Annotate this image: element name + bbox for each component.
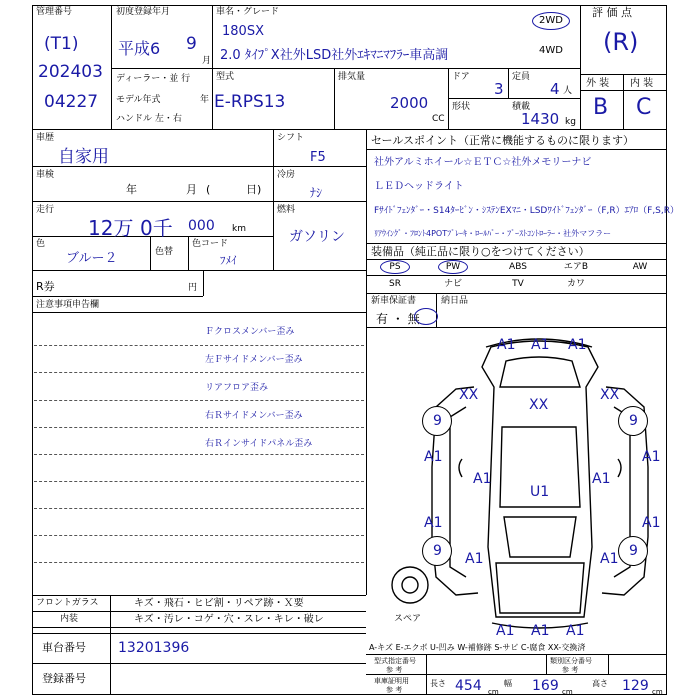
chassis-label: 車台番号 [42, 641, 86, 654]
type-no-label: 型式指定番号 [374, 657, 416, 665]
capacity-value: 4 [550, 80, 560, 98]
equip-leather: カワ [566, 279, 585, 289]
selling-point-2: ＬＥＤヘッドライト [374, 181, 464, 192]
first-reg-label: 初度登録年月 [116, 7, 171, 17]
mark-front-left: A1 [465, 551, 484, 567]
inspection-paren: ( [206, 183, 211, 196]
use-value: 自家用 [58, 147, 109, 167]
mark-right-door: A1 [592, 471, 611, 487]
mark-front-bumper-c: A1 [531, 623, 550, 639]
shift-value: F5 [310, 150, 326, 165]
selling-point-1: 社外アルミホイール☆ＥＴＣ☆社外メモリーナビ [374, 157, 592, 168]
mark-left-side-2: A1 [424, 515, 443, 531]
ac-label: 冷房 [277, 170, 296, 180]
width-label: 幅 [504, 679, 512, 688]
interior-label: 内装 [60, 614, 79, 624]
height-value: 129 [622, 678, 649, 694]
displacement-label: 排気量 [338, 72, 366, 82]
equip-navi: ナビ [443, 279, 462, 289]
interior-value: キズ・汚レ・コゲ・穴・スレ・キレ・破レ [134, 614, 324, 625]
type-no-sub: 参 考 [386, 666, 403, 674]
capacity-unit: 人 [563, 86, 573, 96]
selling-points-label: セールスポイント（正常に機能するものに限ります） [371, 134, 635, 147]
cert-label: 車庫証明用 [374, 677, 409, 685]
mark-left-side-1: A1 [424, 449, 443, 465]
load-label: 積載 [512, 102, 531, 112]
mark-right-side-2: A1 [642, 515, 661, 531]
mgmt-label: 管理番号 [36, 7, 73, 17]
mileage-sen: 0千 [140, 216, 173, 240]
r-ken-unit: 円 [188, 283, 198, 293]
r-ken-label: R券 [36, 280, 55, 293]
drive-4wd: 4WD [539, 45, 563, 56]
mark-rear-bumper-l: A1 [497, 337, 516, 353]
color-code: ﾌﾒｲ [220, 254, 237, 267]
inspection-label: 車検 [36, 170, 55, 180]
mileage-label: 走行 [36, 205, 55, 215]
chassis-number: 13201396 [118, 640, 190, 656]
car-name-label: 車名・グレード [216, 7, 280, 17]
equip-sr: SR [389, 279, 401, 289]
equipment-label: 装備品（純正品に限り○をつけてください） [371, 245, 590, 258]
mileage-man: 12万 [88, 216, 134, 240]
exterior-grade: B [593, 95, 609, 120]
mark-roof: U1 [530, 484, 550, 500]
shape-label: 形状 [452, 102, 471, 112]
ac-value: ﾅｼ [310, 186, 323, 200]
capacity-label: 定員 [512, 72, 531, 82]
equip-aw: AW [632, 262, 648, 272]
mark-wheel-fr: 9 [629, 543, 638, 559]
note-3: リアフロア歪み [205, 383, 269, 393]
first-reg-era: 平成6 [118, 39, 161, 58]
load-unit: kg [565, 117, 576, 127]
first-reg-month-unit: 月 [202, 56, 212, 66]
rating-score: (R) [603, 28, 639, 56]
length-value: 454 [455, 678, 482, 694]
mark-rear-bumper-c: A1 [531, 337, 550, 353]
equip-pw: PW [445, 262, 461, 272]
warranty-none-circle [414, 308, 438, 325]
mark-wheel-fl: 9 [433, 543, 442, 559]
equip-airbag: エアB [563, 262, 589, 272]
car-diagram [366, 327, 667, 635]
mark-trunk-xx: XX [529, 397, 549, 413]
doors-label: ドア [452, 72, 470, 82]
inspection-month: 月 [186, 183, 197, 196]
inspection-day: 日) [246, 183, 262, 196]
load-value: 1430 [521, 110, 560, 128]
exterior-label: 外 装 [586, 78, 610, 89]
model-year-unit: 年 [200, 95, 210, 105]
height-unit: cm [652, 688, 663, 696]
equip-tv: TV [512, 279, 524, 289]
dealer-label: ディーラー・並 行 [116, 74, 191, 84]
delivery-label: 納日品 [441, 296, 469, 306]
model-year-label: モデル年式 [116, 95, 161, 105]
note-5: 右Ｒインサイドパネル歪み [205, 439, 313, 449]
glass-value: キズ・飛石・ヒビ割・リペア跡・Ｘ要 [134, 598, 304, 609]
color-label: 色 [36, 239, 46, 249]
spare-label: スペア [394, 614, 422, 624]
car-grade: 2.0 ﾀｲﾌﾟX社外LSD社外ｴｷﾏﾆﾏﾌﾗｰ車高調 [220, 48, 449, 63]
mark-front-bumper-l: A1 [496, 623, 515, 639]
mark-wheel-rl: 9 [433, 413, 442, 429]
note-2: 左Ｆサイドメンバー歪み [205, 355, 303, 365]
registration-label: 登録番号 [42, 672, 86, 685]
length-label: 長さ [430, 679, 446, 688]
warranty-value: 有 ・ 無 [376, 312, 420, 326]
mark-left-door: A1 [473, 471, 492, 487]
displacement-value: 2000 [390, 94, 429, 112]
note-4: 右Ｒサイドメンバー歪み [205, 411, 303, 421]
paint-change-label: 色替 [155, 247, 174, 257]
interior-rating-label: 内 装 [630, 78, 654, 89]
cert-sub: 参 考 [386, 686, 403, 694]
car-name: 180SX [222, 24, 264, 39]
drive-2wd: 2WD [539, 15, 563, 26]
equip-abs: ABS [509, 262, 527, 272]
length-unit: cm [488, 688, 499, 696]
mark-rear-left-xx: XX [459, 387, 479, 403]
mark-rear-bumper-r: A1 [568, 337, 587, 353]
inspection-year: 年 [126, 183, 137, 196]
mgmt-number-2: 04227 [44, 92, 99, 112]
rating-label: 評 価 点 [592, 6, 632, 19]
interior-grade: C [636, 95, 652, 120]
mgmt-code: (T1) [44, 34, 79, 54]
mark-front-bumper-r: A1 [566, 623, 585, 639]
equip-ps: PS [389, 262, 401, 272]
first-reg-month: 9 [186, 34, 197, 54]
width-value: 169 [532, 678, 559, 694]
mgmt-number-1: 202403 [38, 62, 103, 82]
note-1: Ｆクロスメンバー歪み [205, 327, 295, 337]
handle-label: ハンドル 左・右 [116, 114, 182, 124]
use-label: 車歴 [36, 133, 55, 143]
model-code: E-RPS13 [214, 92, 286, 112]
warranty-label: 新車保証書 [371, 296, 417, 306]
selling-point-4: ﾘｱｳｲﾝｸﾞ・ﾌﾛﾝﾄ4POTﾌﾞﾚｰｷ・ﾛｰﾙﾊﾞｰ・ﾌﾞｰｽﾄｺﾝﾄﾛｰﾗｰ・社外マフラー [374, 229, 612, 238]
notes-label: 注意事項申告欄 [36, 300, 100, 310]
selling-point-3: Fｻｲﾄﾞﾌｪﾝﾀﾞｰ・S14ﾀｰﾋﾞﾝ・ｼｽﾃﾝEXﾏﾆ・LSDﾜｲﾄﾞﾌｪﾝﾀﾞｰ（F,R）ｴｱﾛ（F,S,R） [374, 206, 680, 216]
model-label: 型式 [216, 72, 235, 82]
damage-legend: A-キズ E-エクボ U-凹み W-補修跡 S-サビ C-腐食 XX-交換済 [369, 643, 586, 652]
mark-wheel-rr: 9 [629, 413, 638, 429]
mark-right-side-1: A1 [642, 449, 661, 465]
glass-label: フロントガラス [36, 598, 99, 608]
fuel-label: 燃料 [277, 205, 296, 215]
displacement-unit: CC [432, 114, 445, 124]
doors-value: 3 [494, 80, 504, 98]
fuel-value: ガソリン [289, 229, 345, 245]
height-label: 高さ [592, 679, 608, 688]
mark-rear-right-xx: XX [600, 387, 620, 403]
shift-label: シフト [277, 133, 305, 143]
mileage-unit: km [232, 224, 246, 234]
width-unit: cm [562, 688, 573, 696]
class-no-sub: 参 考 [562, 666, 579, 674]
class-no-label: 類別区分番号 [550, 657, 592, 665]
color-code-label: 色コード [192, 239, 229, 249]
mileage-rest: 000 [188, 218, 215, 234]
color-value: ブルー２ [66, 251, 118, 266]
mark-front-right: A1 [600, 551, 619, 567]
